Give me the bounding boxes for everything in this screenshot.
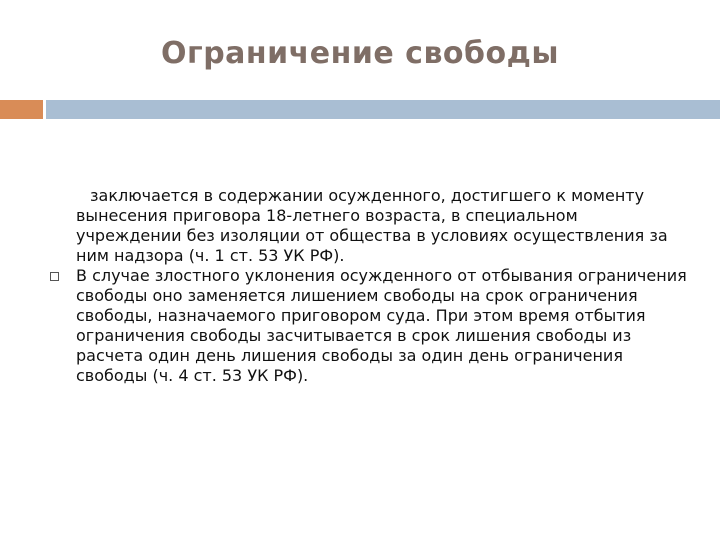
- square-bullet-icon: [50, 272, 59, 281]
- paragraph-definition: [48, 186, 688, 266]
- slide-body: [48, 186, 688, 386]
- slide-title: Ограничение свободы: [161, 36, 559, 71]
- accent-bar-blue: [46, 100, 720, 119]
- paragraph-definition-text: заключается в содержании осужденного, достигшего к моменту вынесения приговора 18-летнего возраста, в специальном учреждении без изоляции от общества в условиях осуществления за ним надзора (ч. 1 ст. 53 УК РФ).: [76, 186, 668, 265]
- paragraph-evasion-text: В случае злостного уклонения осужденного от отбывания ограничения свободы оно заменяется лишением свободы на срок ограничения свободы, назначаемого приговором суда. При этом время отбытия ограничения свободы засчитывается в срок лишения свободы из расчета один день лишения свободы за один день ограничения свободы (ч. 4 ст. 53 УК РФ).: [76, 266, 687, 385]
- paragraph-evasion: [48, 266, 688, 386]
- accent-bar-orange: [0, 100, 43, 119]
